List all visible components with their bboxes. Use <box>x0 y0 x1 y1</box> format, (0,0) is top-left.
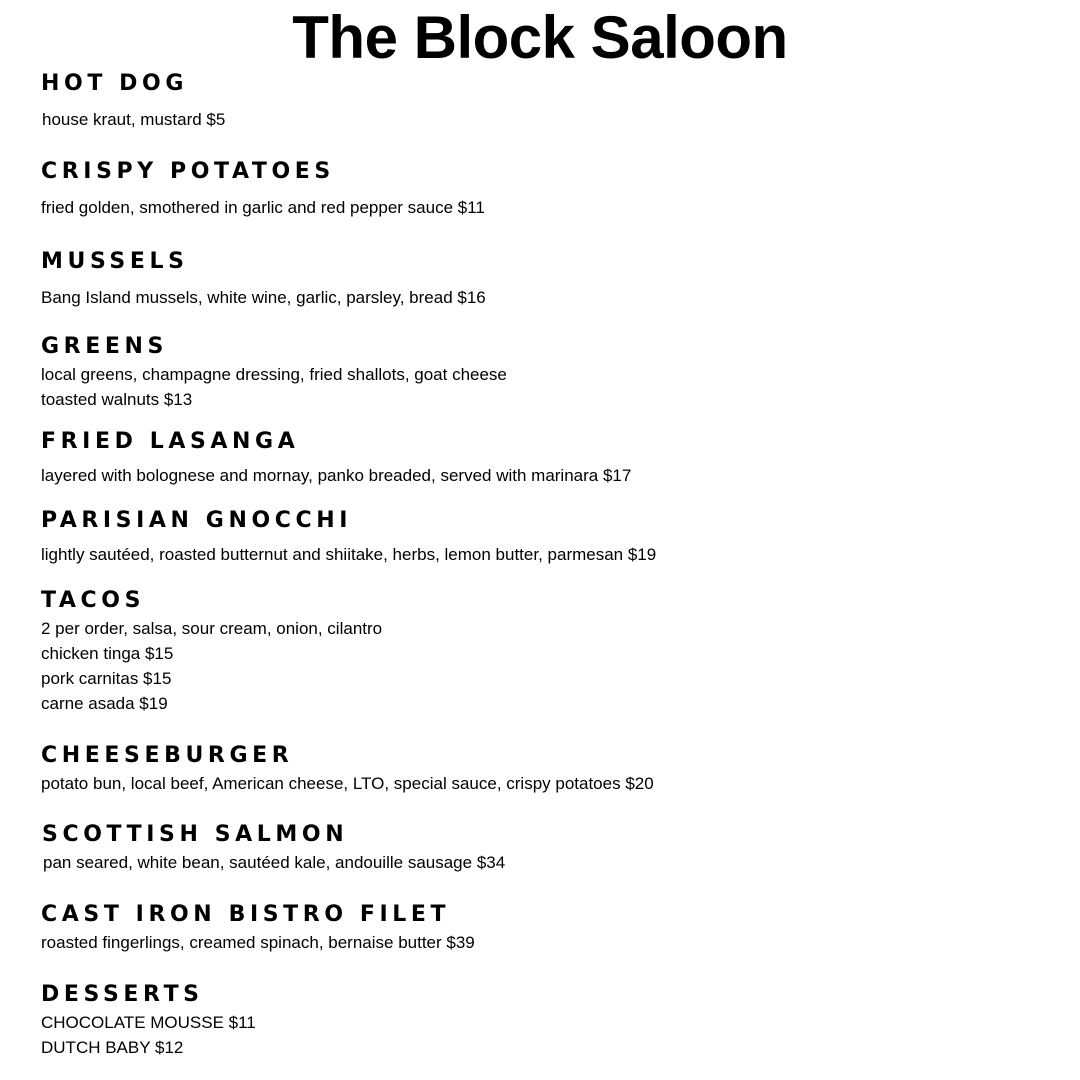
section-heading: PARISIAN GNOCCHI <box>41 508 353 533</box>
item-description: chicken tinga $15 <box>41 644 174 663</box>
section-heading: FRIED LASANGA <box>41 429 300 454</box>
item-description: pork carnitas $15 <box>41 669 172 688</box>
section-heading: GREENS <box>41 334 168 359</box>
section-heading: DESSERTS <box>41 982 204 1007</box>
section-heading: CRISPY POTATOES <box>41 159 335 184</box>
item-description: lightly sautéed, roasted butternut and shiitake, herbs, lemon butter, parmesan $19 <box>41 545 657 564</box>
section-heading: CAST IRON BISTRO FILET <box>41 902 451 927</box>
menu-section-scottish-salmon <box>42 822 1042 875</box>
item-description: DUTCH BABY $12 <box>41 1038 184 1057</box>
menu-section-tacos <box>41 588 1041 716</box>
item-description: roasted fingerlings, creamed spinach, bernaise butter $39 <box>41 933 475 952</box>
item-description: fried golden, smothered in garlic and red pepper sauce $11 <box>41 198 485 217</box>
menu-section-greens <box>41 334 1041 412</box>
menu-section-cast-iron-bistro-filet <box>41 902 1041 955</box>
item-description: house kraut, mustard $5 <box>42 110 226 129</box>
menu-section-mussels <box>41 249 1041 310</box>
item-description: 2 per order, salsa, sour cream, onion, cilantro <box>41 619 383 638</box>
item-description: potato bun, local beef, American cheese, LTO, special sauce, crispy potatoes $20 <box>41 774 654 793</box>
page-title: The Block Saloon <box>292 4 788 71</box>
section-heading: SCOTTISH SALMON <box>42 822 349 847</box>
item-description: CHOCOLATE MOUSSE $11 <box>41 1013 256 1032</box>
menu-section-crispy-potatoes <box>41 159 1041 220</box>
item-description: layered with bolognese and mornay, panko breaded, served with marinara $17 <box>41 466 632 485</box>
section-heading: CHEESEBURGER <box>41 743 294 768</box>
section-heading: MUSSELS <box>41 249 189 274</box>
menu-section-desserts <box>41 982 1041 1060</box>
section-heading: HOT DOG <box>41 71 189 96</box>
item-description: local greens, champagne dressing, fried shallots, goat cheese <box>41 365 507 384</box>
section-heading: TACOS <box>41 588 146 613</box>
menu-section-hot-dog <box>41 71 1041 132</box>
menu-section-fried-lasanga <box>41 429 1041 488</box>
menu-section-cheeseburger <box>41 743 1041 796</box>
menu-section-parisian-gnocchi <box>41 508 1041 567</box>
item-description: carne asada $19 <box>41 694 168 713</box>
item-description: toasted walnuts $13 <box>41 390 193 409</box>
item-description: Bang Island mussels, white wine, garlic, parsley, bread $16 <box>41 288 486 307</box>
item-description: pan seared, white bean, sautéed kale, andouille sausage $34 <box>43 853 506 872</box>
